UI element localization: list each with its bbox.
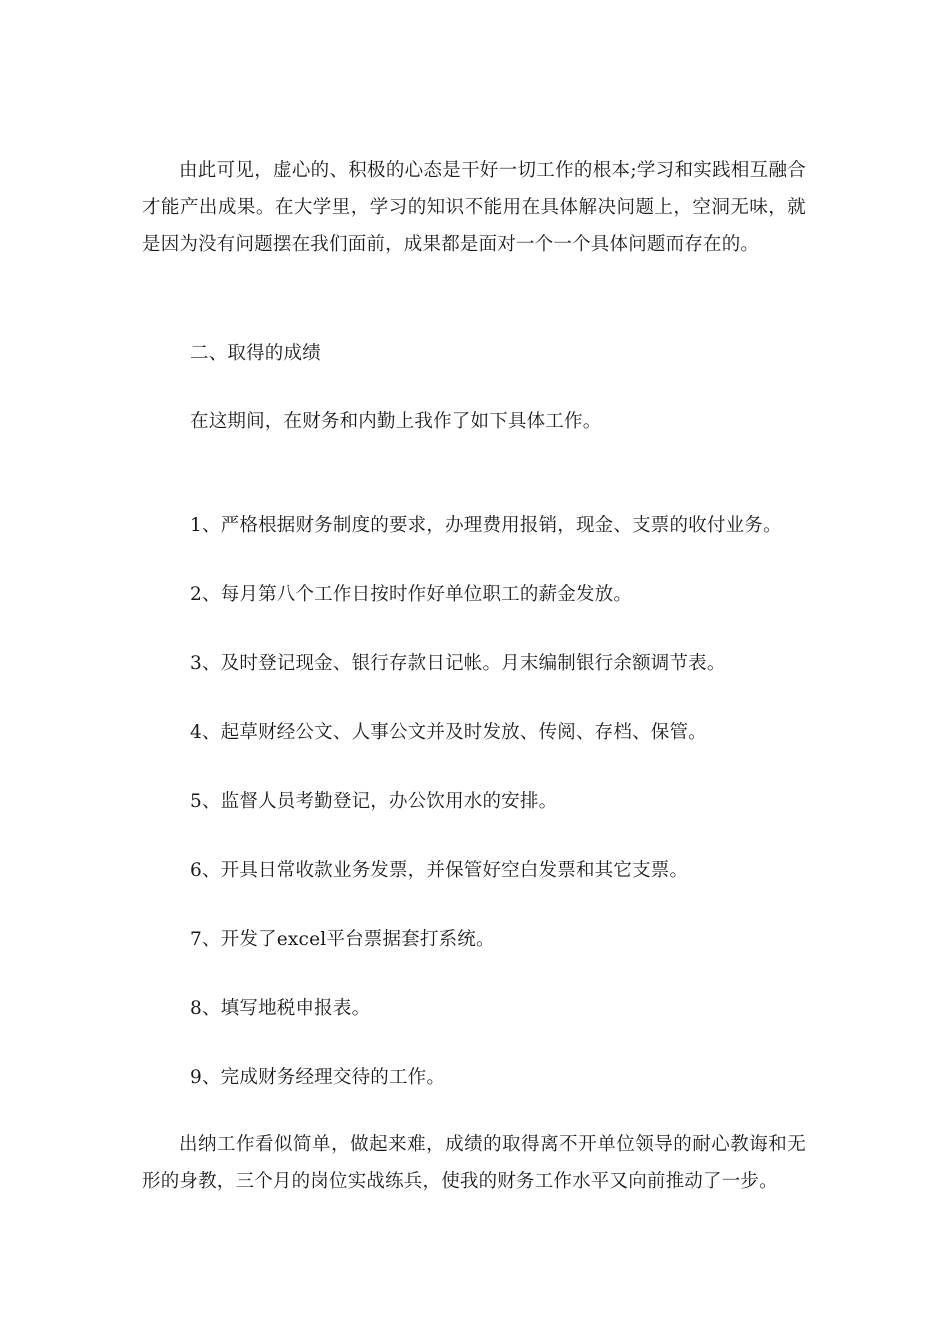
list-item: 9、完成财务经理交待的工作。 [190, 1067, 446, 1088]
list-item: 3、及时登记现金、银行存款日记帐。月末编制银行余额调节表。 [190, 653, 726, 674]
list-item: 7、开发了excel平台票据套打系统。 [190, 929, 495, 950]
paragraph-mindset: 由此可见，虚心的、积极的心态是干好一切工作的根本;学习和实践相互融合才能产出成果。在大学里，学习的知识不能用在具体解决问题上，空洞无味，就是因为没有问题摆在我们面前，成果都是面对一个一个具体问题而存在的。 [142, 160, 806, 255]
list-item: 5、监督人员考勤登记，办公饮用水的安排。 [190, 791, 558, 812]
list-item: 6、开具日常收款业务发票，并保管好空白发票和其它支票。 [190, 860, 689, 881]
paragraph-intro: 在这期间，在财务和内勤上我作了如下具体工作。 [190, 411, 602, 432]
list-item: 4、起草财经公文、人事公文并及时发放、传阅、存档、保管。 [190, 722, 707, 743]
list-item: 1、严格根据财务制度的要求，办理费用报销，现金、支票的收付业务。 [190, 515, 782, 536]
list-item: 2、每月第八个工作日按时作好单位职工的薪金发放。 [190, 584, 633, 605]
section-heading-achievements: 二、取得的成绩 [190, 343, 321, 364]
paragraph-closing: 出纳工作看似简单，做起来难，成绩的取得离不开单位领导的耐心教诲和无形的身教，三个月的岗位实战练兵，使我的财务工作水平又向前推动了一步。 [142, 1134, 806, 1192]
list-item: 8、填写地税申报表。 [190, 998, 371, 1019]
